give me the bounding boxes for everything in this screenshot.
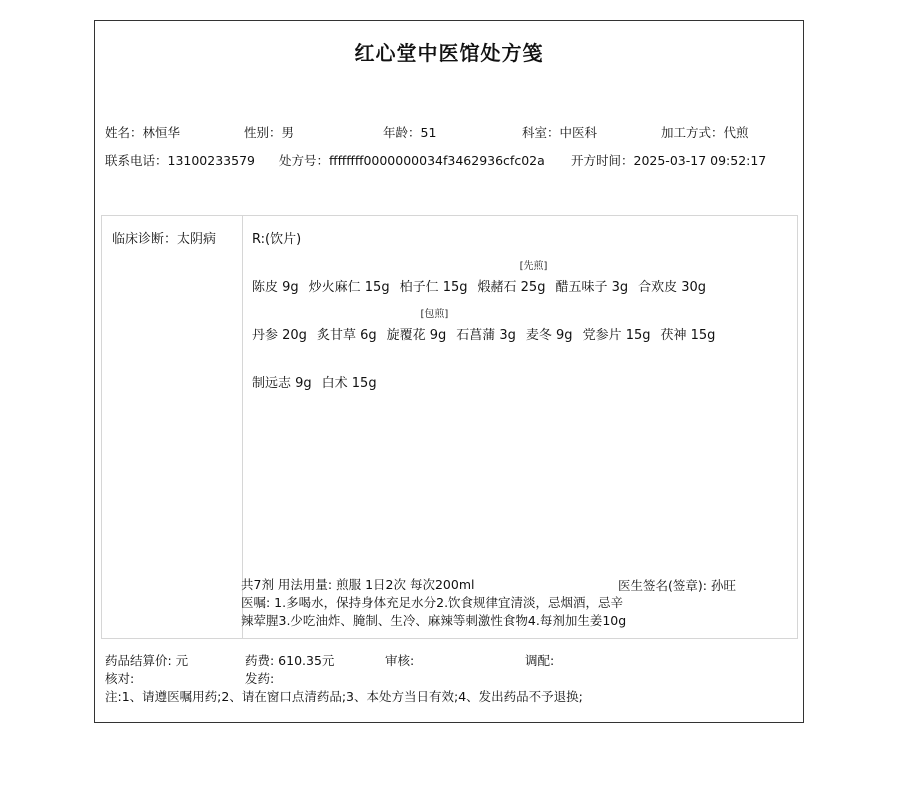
herb-item: [309, 276, 390, 295]
herb-item: [400, 276, 468, 295]
issue-time: 开方时间：2025-03-17 09:52:17: [571, 153, 767, 168]
medical-advice: 医嘱: 1.多喝水，保持身体充足水分2.饮食规律宜清淡，忌烟酒，忌辛辣荤腥3.少吃油炸、腌制、生冷、麻辣等刺激性食物4.每剂加生姜10g: [241, 595, 627, 628]
prescription-meta-row: [105, 151, 795, 169]
patient-age: 年龄：51: [383, 125, 437, 140]
herb-item: [386, 309, 449, 343]
herb-decoction-note: [包煎]: [420, 309, 449, 320]
patient-info-row: [105, 123, 795, 141]
clinical-diagnosis: 临床诊断：太阴病: [112, 232, 217, 247]
herb-text: 石菖蒲 3g: [456, 328, 516, 343]
herb-item: [661, 324, 716, 343]
column-divider: [242, 216, 243, 638]
herb-text: 煅赭石 25g: [477, 280, 546, 295]
herb-item: [252, 276, 299, 295]
page-title: 红心堂中医馆处方笺: [354, 41, 544, 65]
footer-notes: 注:1、请遵医嘱用药;2、请在窗口点清药品;3、本处方当日有效;4、发出药品不予退换;: [105, 689, 583, 704]
department: 科室：中医科: [522, 125, 598, 140]
herb-item: [583, 324, 651, 343]
dispense-mix-field: 调配:: [525, 653, 555, 668]
herb-text: 旋覆花 9g: [386, 328, 447, 343]
processing-method: 加工方式：代煎: [661, 125, 749, 140]
patient-gender: 性别：男: [244, 125, 295, 140]
usage-block: [241, 576, 631, 630]
rx-label: R:(饮片): [252, 232, 302, 247]
prescription-number: 处方号：ffffffff0000000034f3462936cfc02a: [279, 153, 545, 168]
herb-text: 白术 15g: [321, 376, 377, 391]
herb-text: 党参片 15g: [582, 328, 651, 343]
herb-item: [317, 324, 377, 343]
herb-item: [477, 261, 548, 295]
check-field: 核对:: [105, 671, 135, 686]
review-field: 审核:: [385, 653, 415, 668]
herb-line: [252, 261, 716, 295]
usage-dosage: 共7剂 用法用量: 煎服 1日2次 每次200ml: [241, 577, 475, 592]
prescription-sheet: [94, 20, 804, 723]
contact-phone: 联系电话：13100233579: [105, 153, 255, 168]
herb-line: [252, 372, 387, 391]
footer-row-1: [105, 651, 795, 669]
herb-line: [252, 309, 725, 343]
herb-item: [555, 276, 628, 295]
doctor-signature: 医生签名(签章): 孙旺: [618, 578, 736, 593]
herb-item: [456, 324, 516, 343]
herb-text: 制远志 9g: [252, 376, 312, 391]
drug-fee: 药费: 610.35元: [245, 653, 335, 668]
settlement-price: 药品结算价: 元: [105, 653, 189, 668]
herb-text: 麦冬 9g: [525, 328, 573, 343]
herb-text: 合欢皮 30g: [638, 280, 707, 295]
herb-item: [638, 276, 706, 295]
issue-field: 发药:: [245, 671, 275, 686]
herb-text: 柏子仁 15g: [399, 280, 468, 295]
patient-name: 姓名：林恒华: [105, 125, 181, 140]
herb-text: 丹参 20g: [252, 328, 307, 343]
herb-item: [526, 324, 573, 343]
herb-text: 醋五味子 3g: [555, 280, 629, 295]
herb-decoction-note: [先煎]: [519, 261, 548, 272]
footer-row-2: [105, 669, 795, 687]
herb-item: [322, 372, 377, 391]
herb-text: 陈皮 9g: [252, 280, 299, 295]
herb-text: 炒火麻仁 15g: [308, 280, 390, 295]
herb-item: [252, 372, 312, 391]
herb-text: 茯神 15g: [660, 328, 716, 343]
herb-text: 炙甘草 6g: [316, 328, 377, 343]
herb-item: [252, 324, 307, 343]
